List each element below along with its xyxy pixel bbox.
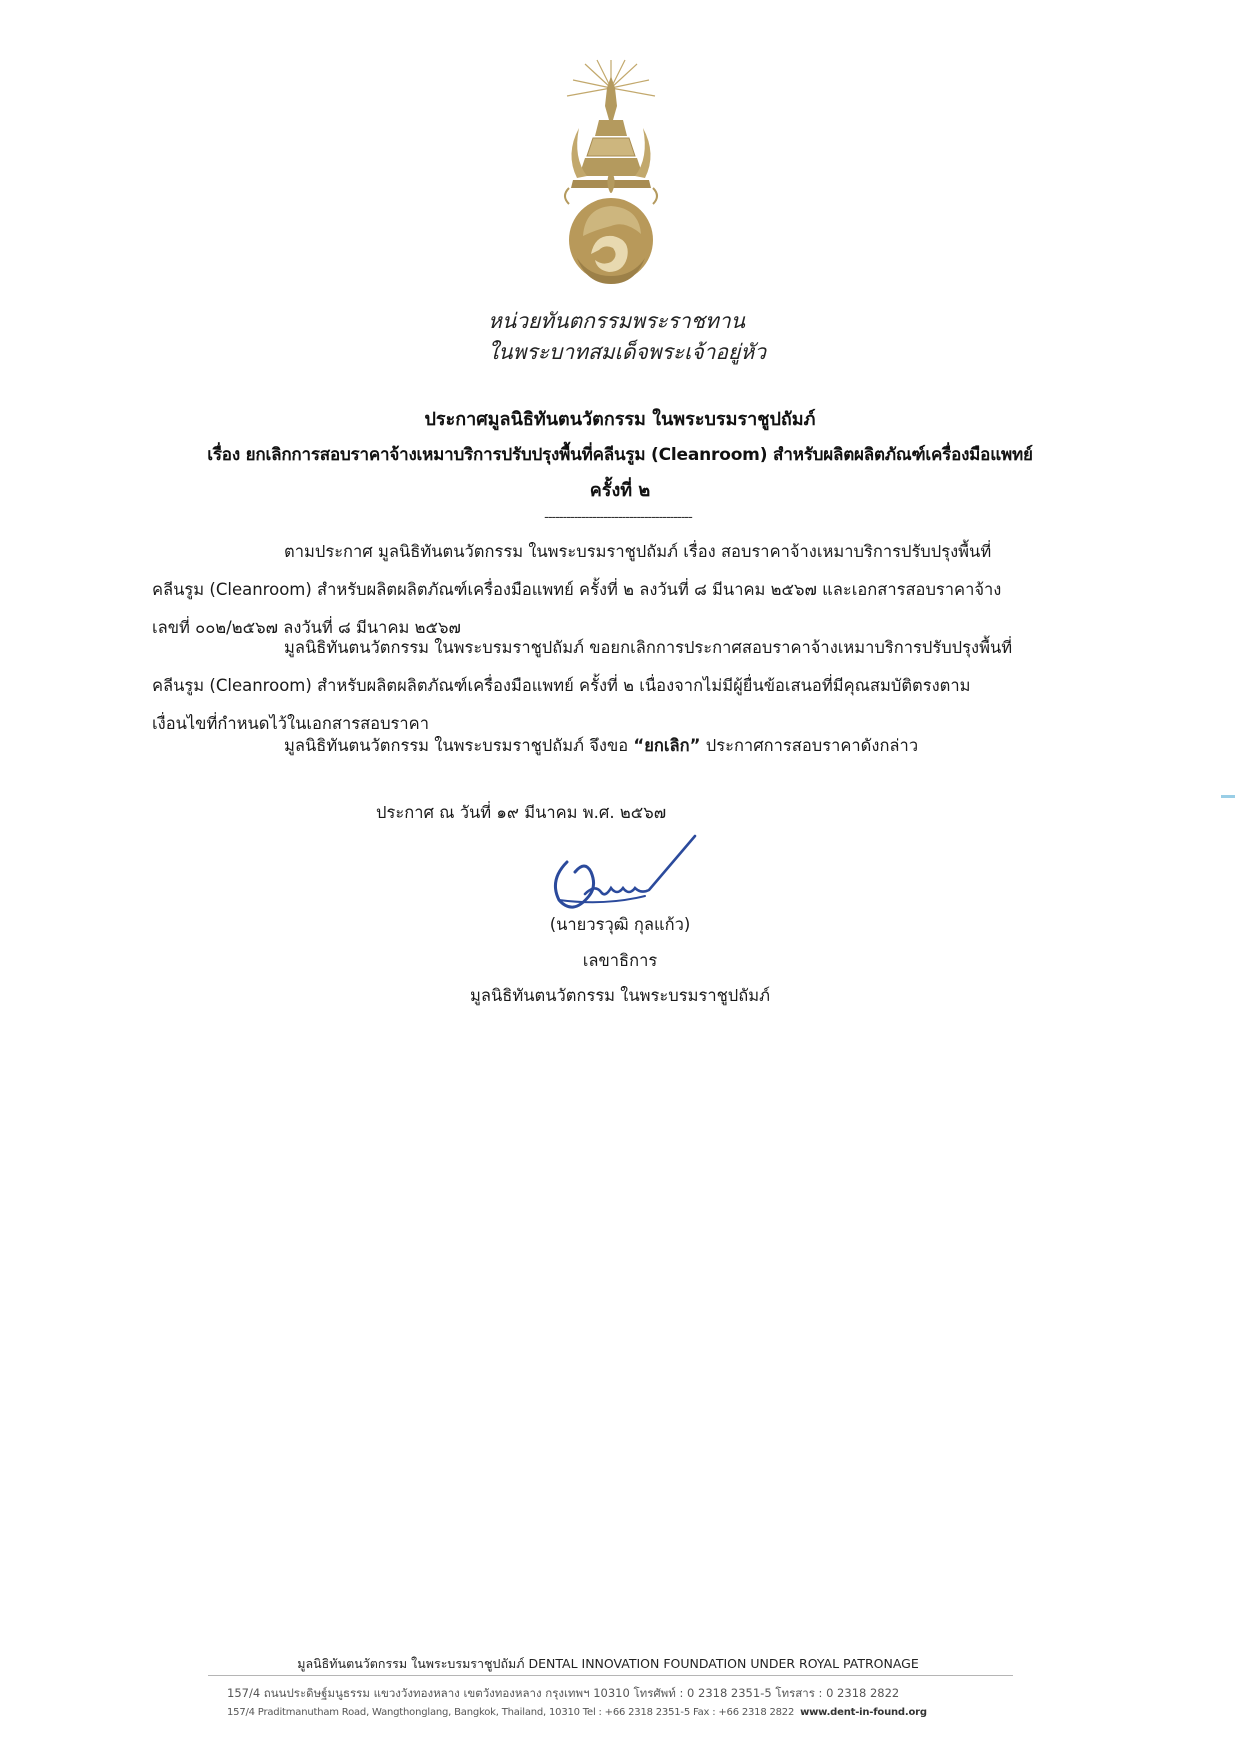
footer-website-link: www.dent-in-found.org bbox=[800, 1707, 927, 1718]
body-paragraph-3 bbox=[152, 727, 1082, 765]
footer-address-thai: 157/4 ถนนประดิษฐ์มนูธรรม แขวงวังทองหลาง เขตวังทองหลาง กรุงเทพฯ 10310 โทรศัพท์ : 0 2318 2351-5 โทรสาร : 0 2318 2822 bbox=[227, 1686, 900, 1700]
paragraph-line: ตามประกาศ มูลนิธิทันตนวัตกรรม ในพระบรมราชูปถัมภ์ เรื่อง สอบราคาจ้างเหมาบริการปรับปรุงพื้นที่ bbox=[284, 542, 992, 561]
paragraph-line bbox=[152, 727, 1082, 765]
royal-emblem-icon bbox=[555, 58, 667, 308]
cancel-emphasis: “ยกเลิก” bbox=[633, 736, 701, 755]
paragraph-line: คลีนรูม (Cleanroom) สำหรับผลิตผลิตภัณฑ์เครื่องมือแพทย์ ครั้งที่ ๒ เนื่องจากไม่มีผู้ยื่นข้อเสนอที่มีคุณสมบัติตรงตาม bbox=[152, 676, 971, 695]
handwritten-signature bbox=[545, 832, 705, 912]
paragraph-line: เงื่อนไขที่กำหนดไว้ในเอกสารสอบราคา bbox=[152, 714, 429, 733]
signer-name: (นายวรวุฒิ กุลแก้ว) bbox=[549, 915, 691, 934]
royal-dental-unit-name bbox=[470, 306, 790, 368]
footer-divider bbox=[208, 1675, 1013, 1676]
scan-edge-mark bbox=[1221, 795, 1235, 798]
paragraph-text: ประกาศการสอบราคาดังกล่าว bbox=[700, 736, 919, 755]
footer-organization: มูลนิธิทันตนวัตกรรม ในพระบรมราชูปถัมภ์ DENTAL INNOVATION FOUNDATION UNDER ROYAL PATRONAGE bbox=[297, 1656, 919, 1671]
body-paragraph-2 bbox=[152, 629, 1082, 743]
paragraph-line: คลีนรูม (Cleanroom) สำหรับผลิตผลิตภัณฑ์เครื่องมือแพทย์ ครั้งที่ ๒ ลงวันที่ ๘ มีนาคม ๒๕๖๗ และเอกสารสอบราคาจ้าง bbox=[152, 580, 1002, 599]
announcement-date: ประกาศ ณ วันที่ ๑๙ มีนาคม พ.ศ. ๒๕๖๗ bbox=[376, 803, 667, 822]
announcement-title: ประกาศมูลนิธิทันตนวัตกรรม ในพระบรมราชูปถัมภ์ bbox=[424, 409, 816, 430]
footer-address-text: 157/4 Praditmanutham Road, Wangthonglang, Bangkok, Thailand, 10310 Tel : +66 2318 2351-5 Fax : +66 2318 2822 bbox=[227, 1707, 795, 1718]
paragraph-line: มูลนิธิทันตนวัตกรรม ในพระบรมราชูปถัมภ์ ขอยกเลิกการประกาศสอบราคาจ้างเหมาบริการปรับปรุงพื้นที่ bbox=[284, 638, 1013, 657]
paragraph-line: เลขที่ ๐๐๒/๒๕๖๗ ลงวันที่ ๘ มีนาคม ๒๕๖๗ bbox=[152, 618, 461, 637]
signer-organization: มูลนิธิทันตนวัตกรรม ในพระบรมราชูปถัมภ์ bbox=[470, 986, 770, 1005]
announcement-subject: เรื่อง ยกเลิกการสอบราคาจ้างเหมาบริการปรับปรุงพื้นที่คลีนรูม (Cleanroom) สำหรับผลิตผลิตภัณฑ์เครื่องมือแพทย์ bbox=[207, 445, 1033, 465]
title-separator: ---------------------------------------- bbox=[544, 510, 692, 525]
unit-name-line1: หน่วยทันตกรรมพระราชทาน bbox=[488, 309, 745, 333]
unit-name-line2: ในพระบาทสมเด็จพระเจ้าอยู่หัว bbox=[488, 340, 766, 364]
signer-position: เลขาธิการ bbox=[582, 951, 658, 970]
footer-address-english bbox=[227, 1707, 927, 1718]
paragraph-text: มูลนิธิทันตนวัตกรรม ในพระบรมราชูปถัมภ์ จึงขอ bbox=[284, 736, 634, 755]
announcement-round: ครั้งที่ ๒ bbox=[589, 480, 651, 501]
